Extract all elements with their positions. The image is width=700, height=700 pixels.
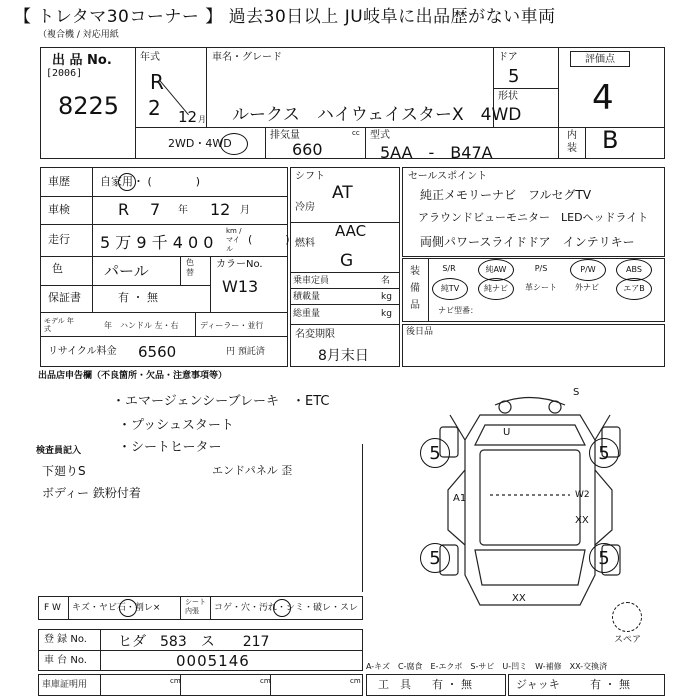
shape-label: 形状 bbox=[498, 91, 518, 102]
drive-4wd-circle bbox=[220, 133, 248, 155]
equip-genuine-navi: 純ナビ bbox=[478, 278, 514, 300]
dealer-type: ディーラー・並行 bbox=[200, 321, 264, 330]
model-value: ルークス ハイウェイスターX 4WD bbox=[232, 105, 522, 125]
registration-label: 登 録 No. bbox=[44, 634, 87, 645]
type-label: 型式 bbox=[370, 130, 390, 141]
load-unit: kg bbox=[381, 292, 392, 302]
tire-rear-left: 5 bbox=[420, 543, 450, 573]
declaration-line-1: ・エマージェンシーブレーキ ・ETC bbox=[112, 394, 330, 409]
equip-ext-navi: 外ナビ bbox=[575, 283, 599, 292]
capacity-label: 乗車定員 bbox=[293, 276, 330, 286]
color-value: パール bbox=[104, 262, 149, 280]
aircon-label: 冷房 bbox=[295, 202, 315, 213]
sales-points-label: セールスポイント bbox=[408, 171, 488, 182]
lot-label: 出 品 No. bbox=[52, 53, 112, 68]
year-label: 年式 bbox=[140, 52, 160, 63]
recycle-value: 6560 bbox=[138, 343, 177, 361]
cert-unit-3: cm bbox=[350, 677, 361, 685]
fw-items: キズ・ヤビ石・割レ× bbox=[72, 603, 161, 613]
damage-legend: A-キズ C-腐食 E-エクボ S-サビ U-凹ミ W-補修 XX-交換済 bbox=[366, 662, 608, 671]
later-items-label: 後日品 bbox=[406, 327, 434, 337]
equip-sr: S/R bbox=[442, 264, 456, 273]
inspection-era: R bbox=[118, 200, 130, 219]
equip-genuine-aw: 純AW bbox=[478, 259, 514, 281]
equip-leather-seat: 革シート bbox=[525, 283, 557, 292]
car-body-diagram bbox=[420, 385, 670, 625]
displacement-value: 660 bbox=[292, 140, 323, 159]
interior-label-2: 装 bbox=[567, 143, 577, 154]
year-month-unit: 月 bbox=[198, 115, 206, 124]
aircon-value: AAC bbox=[335, 222, 367, 240]
damage-mark-roof: U bbox=[503, 427, 511, 438]
inspection-year-unit: 年 bbox=[178, 205, 188, 216]
cert-unit-2: cm bbox=[260, 677, 271, 685]
tire-front-left: 5 bbox=[420, 438, 450, 468]
declaration-line-2: ・プッシュスタート bbox=[118, 418, 234, 433]
fw-label: F W bbox=[44, 603, 61, 613]
year-value: 2 bbox=[148, 96, 161, 120]
jack-label: ジャッキ bbox=[516, 678, 560, 691]
cert-unit-1: cm bbox=[170, 677, 181, 685]
equipment-label-3: 品 bbox=[410, 300, 420, 311]
weight-label: 総重量 bbox=[293, 309, 321, 319]
year-era: R bbox=[150, 70, 164, 94]
capacity-unit: 名 bbox=[381, 276, 391, 286]
sales-point-2: アラウンドビューモニター LEDヘッドライト bbox=[418, 211, 649, 224]
equip-genuine-tv: 純TV bbox=[432, 278, 468, 300]
lot-number: 8225 bbox=[58, 92, 120, 120]
history-text: 自家用・ ( ) bbox=[100, 175, 201, 188]
chassis-value: 0005146 bbox=[176, 652, 250, 670]
history-circle bbox=[118, 173, 136, 191]
recycle-unit: 円 預託済 bbox=[226, 347, 265, 357]
equip-ps: P/S bbox=[534, 264, 548, 273]
handle-side: ハンドル 左・右 bbox=[120, 321, 179, 330]
tools-label: 工 具 bbox=[378, 678, 411, 691]
displacement-label: 排気量 bbox=[270, 130, 300, 141]
load-label: 積載量 bbox=[293, 292, 321, 302]
spare-tire-circle bbox=[612, 602, 642, 632]
model-year-label: モデル 年式 bbox=[44, 317, 74, 333]
tire-front-right: 5 bbox=[589, 438, 619, 468]
history-label: 車歴 bbox=[48, 175, 70, 188]
interior-label-1: 内 bbox=[567, 130, 577, 141]
form-subnote: （複合機 / 対応用紙 bbox=[38, 30, 119, 40]
warranty-value: 有 ・ 無 bbox=[118, 291, 158, 304]
shift-value: AT bbox=[332, 183, 353, 203]
fuel-label: 燃料 bbox=[295, 238, 315, 249]
seat-label: シート 内張 bbox=[185, 598, 206, 615]
equipment-label-1: 装 bbox=[410, 266, 420, 277]
later-items-block bbox=[402, 324, 665, 367]
weight-unit: kg bbox=[381, 309, 392, 319]
mileage-unit: km / マイル bbox=[226, 227, 242, 253]
inspection-label: 車検 bbox=[48, 203, 70, 216]
tire-rear-right: 5 bbox=[589, 543, 619, 573]
inspector-note-1: 下廻りS bbox=[42, 464, 86, 478]
jack-value: 有 ・ 無 bbox=[590, 678, 630, 691]
inspector-note-3: エンドパネル 歪 bbox=[212, 464, 293, 477]
spare-label: スペア bbox=[614, 635, 642, 645]
displacement-unit: cc bbox=[352, 129, 360, 137]
tools-value: 有 ・ 無 bbox=[432, 678, 472, 691]
year-month: 12 bbox=[178, 108, 198, 126]
declaration-line-3: ・シートヒーター bbox=[118, 440, 222, 455]
grade-label: 評価点 bbox=[585, 54, 615, 65]
color-code-label: カラーNo. bbox=[216, 259, 263, 270]
grade-value: 4 bbox=[592, 78, 614, 118]
sales-point-1: 純正メモリーナビ フルセグTV bbox=[420, 188, 592, 202]
equip-pw: P/W bbox=[570, 259, 606, 281]
name-change-label: 名変期限 bbox=[295, 329, 335, 340]
warranty-label: 保証書 bbox=[48, 291, 81, 304]
recycle-label: リサイクル料金 bbox=[48, 346, 117, 357]
damage-mark-door: A1 bbox=[453, 493, 467, 504]
fw-circle bbox=[119, 599, 137, 617]
mileage-paren: ( ) bbox=[248, 233, 290, 246]
doors-value: 5 bbox=[508, 66, 520, 87]
damage-mark-w2: W2 bbox=[575, 490, 590, 500]
chassis-label: 車 台 No. bbox=[44, 655, 87, 666]
navi-type-label: ナビ型番： bbox=[438, 306, 478, 315]
registration-value: ヒダ 583 ス 217 bbox=[118, 634, 270, 650]
color-label: 色 bbox=[52, 262, 63, 275]
damage-mark-xx-rear: XX bbox=[512, 593, 526, 604]
sales-point-3: 両側パワースライドドア インテリキー bbox=[420, 235, 635, 249]
inspection-month: 12 bbox=[210, 200, 231, 219]
inspector-block bbox=[38, 444, 363, 592]
equip-airbag: エアB bbox=[616, 278, 652, 300]
drive-label: 2WD・4WD bbox=[168, 137, 232, 150]
model-year-unit: 年 bbox=[104, 321, 112, 330]
equipment-label-2: 備 bbox=[410, 283, 420, 294]
seat-circle bbox=[273, 599, 291, 617]
damage-mark-s: S bbox=[573, 387, 580, 398]
fuel-value: G bbox=[340, 251, 354, 271]
inspector-label: 検査員記入 bbox=[36, 446, 82, 456]
mileage-label: 走行 bbox=[48, 233, 70, 246]
shift-label: シフト bbox=[295, 171, 325, 182]
type-value: 5AA - B47A bbox=[380, 143, 493, 162]
interior-value: B bbox=[602, 126, 619, 154]
inspection-month-unit: 月 bbox=[240, 205, 250, 216]
mileage-value: 5 万 9 千 4 0 0 bbox=[100, 233, 214, 252]
banner-title: 【 トレタマ30コーナー 】 過去30日以上 JU岐阜に出品歴がない車両 bbox=[14, 7, 556, 27]
lot-code: [2006] bbox=[46, 68, 83, 79]
color-change-label: 色替 bbox=[186, 258, 194, 277]
name-change-value: 8月末日 bbox=[318, 348, 369, 364]
seat-items: コゲ・穴・汚れ・シミ・破レ・スレ bbox=[214, 603, 359, 613]
cert-label: 車庫証明用 bbox=[42, 680, 88, 690]
equip-abs: ABS bbox=[616, 259, 652, 281]
inspector-note-2: ボディー 鉄粉付着 bbox=[42, 486, 141, 500]
declaration-label: 出品店申告欄（不良箇所・欠品・注意事項等） bbox=[38, 371, 228, 381]
color-code: W13 bbox=[222, 277, 259, 296]
inspection-year: 7 bbox=[150, 200, 161, 219]
model-label: 車名・グレード bbox=[212, 52, 282, 63]
damage-mark-xx-side: XX bbox=[575, 515, 589, 526]
doors-label: ドア bbox=[498, 52, 518, 63]
